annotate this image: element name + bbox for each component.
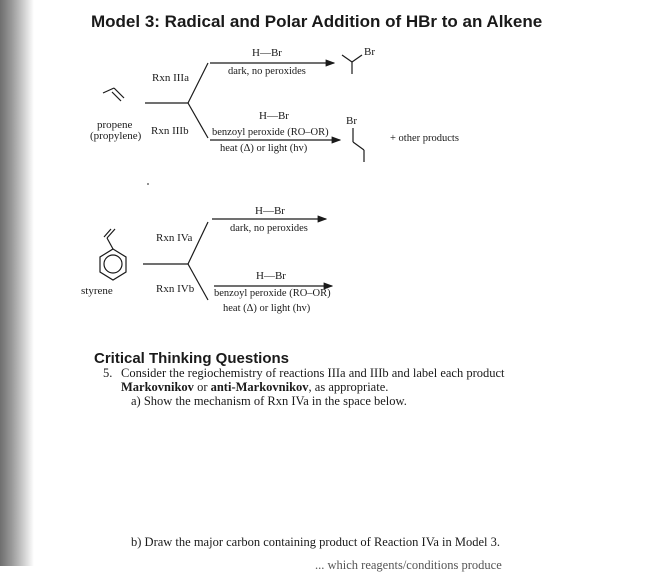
markovnikov-term: Markovnikov (121, 380, 194, 394)
rxn-3a-label: Rxn IIIa (152, 72, 189, 84)
anti-markovnikov-term: anti-Markovnikov (210, 380, 309, 394)
product-3a-structure (342, 55, 362, 74)
condition-4b-line2: heat (Δ) or light (hv) (223, 303, 311, 314)
question-5-line1: Consider the regiochemistry of reactions IIIa and IIIb and label each product (121, 366, 505, 380)
branch-down-3b (188, 103, 208, 138)
or-text: or (193, 380, 211, 394)
questions-heading: Critical Thinking Questions (94, 350, 290, 367)
reagent-hbr-3a: H—Br (252, 47, 282, 59)
question-5-line2 (121, 380, 388, 395)
question-5-number: 5. (103, 366, 113, 380)
question-5b: b) Draw the major carbon containing product of Reaction IVa in Model 3. (131, 535, 500, 549)
model-title: Model 3: Radical and Polar Addition of HBr to an Alkene (91, 12, 543, 31)
propene-name: propene (97, 119, 133, 131)
propylene-name: (propylene) (90, 130, 142, 142)
condition-3b-line2: heat (Δ) or light (hv) (220, 143, 308, 154)
reagent-hbr-3b: H—Br (259, 110, 289, 122)
propene-structure (103, 88, 124, 101)
question-5a: a) Show the mechanism of Rxn IVa in the space below. (131, 394, 407, 408)
product-3b-structure (353, 128, 364, 162)
reagent-hbr-4b: H—Br (256, 270, 286, 282)
rxn-4a-label: Rxn IVa (156, 232, 193, 244)
branch-up-3a (188, 63, 208, 103)
condition-3b-line1: benzoyl peroxide (RO–OR) (212, 127, 329, 138)
reagent-hbr-4a: H—Br (255, 205, 285, 217)
condition-4b-line1: benzoyl peroxide (RO–OR) (214, 288, 331, 299)
condition-3a: dark, no peroxides (228, 66, 306, 77)
product-3a-br: Br (364, 46, 375, 58)
rxn-3b-label: Rxn IIIb (151, 125, 189, 137)
product-3b-br: Br (346, 115, 357, 127)
other-products: + other products (390, 133, 459, 144)
condition-4a: dark, no peroxides (230, 223, 308, 234)
styrene-name: styrene (81, 285, 113, 297)
cut-off-text: ... which reagents/conditions produce (315, 558, 502, 572)
styrene-structure (100, 229, 126, 280)
question-5-ending: , as appropriate. (308, 380, 389, 394)
rxn-4b-label: Rxn IVb (156, 283, 195, 295)
